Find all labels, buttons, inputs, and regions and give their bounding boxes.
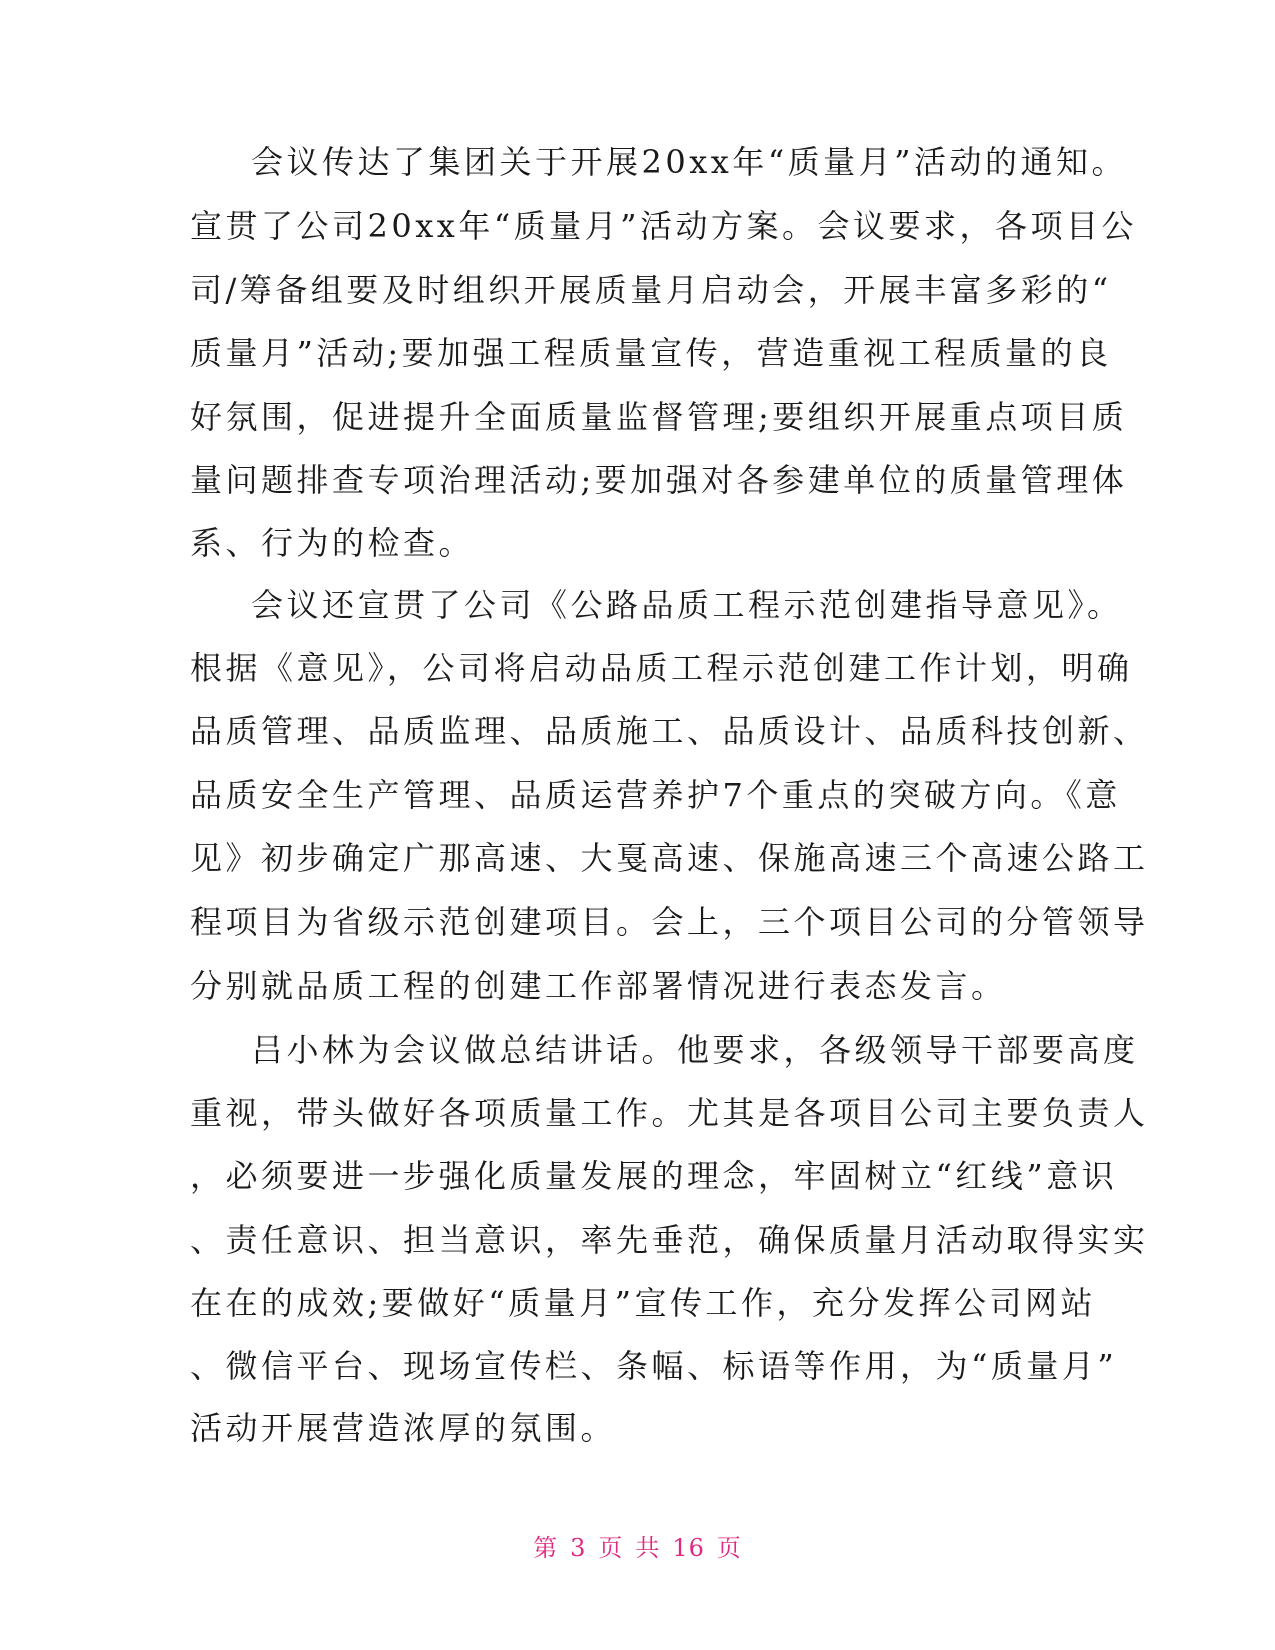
paragraph-3-line-7: 活动开展营造浓厚的氛围。 <box>190 1409 617 1447</box>
paragraph-1-line-2: 宣贯了公司20xx年“质量月”活动方案。会议要求，各项目公 <box>190 207 1138 245</box>
paragraph-1-line-4: 质量月”活动;要加强工程质量宣传，营造重视工程质量的良 <box>190 334 1112 372</box>
paragraph-1-line-6: 量问题排查专项治理活动;要加强对各参建单位的质量管理体 <box>190 461 1128 499</box>
paragraph-3-line-1: 吕小林为会议做总结讲话。他要求，各级领导干部要高度 <box>251 1031 1139 1069</box>
paragraph-2-line-6: 程项目为省级示范创建项目。会上，三个项目公司的分管领导 <box>190 903 1149 941</box>
page-label: 页 <box>598 1534 624 1562</box>
paragraph-1-line-3: 司/筹备组要及时组织开展质量月启动会，开展丰富多彩的“ <box>190 271 1112 309</box>
paragraph-3-line-5: 在在的成效;要做好“质量月”宣传工作，充分发挥公司网站 <box>190 1284 1097 1322</box>
paragraph-2-line-2: 根据《意见》，公司将启动品质工程示范创建工作计划，明确 <box>190 649 1133 687</box>
page-prefix: 第 <box>533 1534 559 1562</box>
paragraph-1-line-7: 系、行为的检查。 <box>190 524 475 562</box>
paragraph-2-line-1: 会议还宣贯了公司《公路品质工程示范创建指导意见》。 <box>251 586 1123 624</box>
page-suffix: 页 <box>716 1534 742 1562</box>
paragraph-2-line-7: 分别就品质工程的创建工作部署情况进行表态发言。 <box>190 967 1007 1005</box>
total-label: 共 <box>635 1534 661 1562</box>
paragraph-3-line-4: 、责任意识、担当意识，率先垂范，确保质量月活动取得实实 <box>190 1221 1149 1259</box>
total-pages-number: 16 <box>672 1534 705 1562</box>
paragraph-1-line-5: 好氛围，促进提升全面质量监督管理;要组织开展重点项目质 <box>190 398 1128 436</box>
paragraph-3-line-2: 重视，带头做好各项质量工作。尤其是各项目公司主要负责人 <box>190 1094 1149 1132</box>
current-page-number: 3 <box>570 1534 587 1562</box>
paragraph-2-line-3: 品质管理、品质监理、品质施工、品质设计、品质科技创新、 <box>190 712 1149 750</box>
paragraph-2-line-5: 见》初步确定广那高速、大戛高速、保施高速三个高速公路工 <box>190 839 1149 877</box>
paragraph-2-line-4: 品质安全生产管理、品质运营养护7个重点的突破方向。《意 <box>190 776 1121 814</box>
paragraph-3-line-6: 、微信平台、现场宣传栏、条幅、标语等作用，为“质量月” <box>190 1347 1118 1385</box>
paragraph-1-line-1: 会议传达了集团关于开展20xx年“质量月”活动的通知。 <box>251 143 1128 181</box>
paragraph-3-line-3: ，必须要进一步强化质量发展的理念，牢固树立“红线”意识 <box>190 1157 1118 1195</box>
page-number-footer <box>0 1528 1275 1563</box>
